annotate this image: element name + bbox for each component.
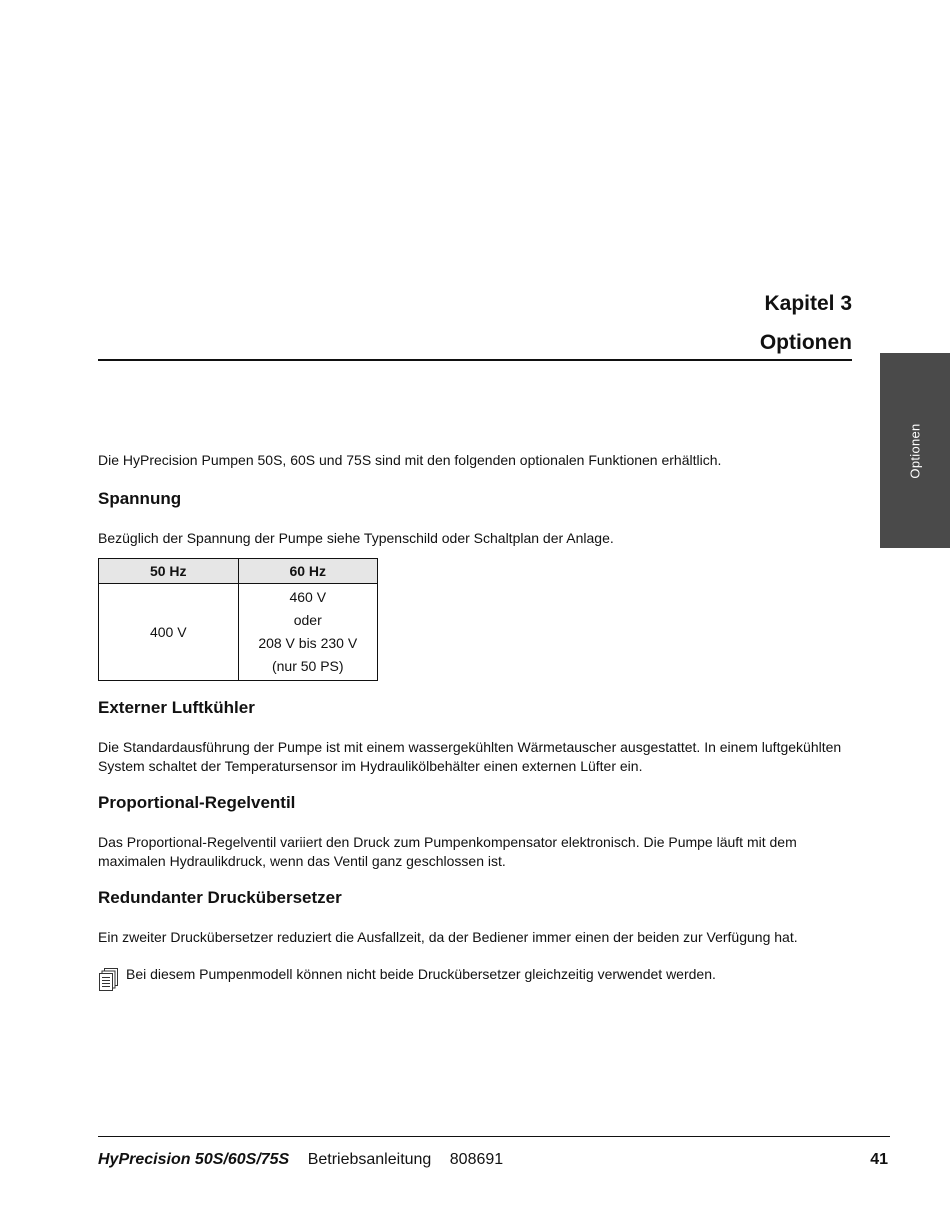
- luftkuehler-paragraph: Die Standardausführung der Pumpe ist mit einem wassergekühlten Wärmetauscher ausgestattet. In einem luftgekühlten System schaltet der Temperatursensor im Hydraulikölbehälter einen externen Lüfter ein.: [98, 739, 842, 774]
- chapter-title: Optionen: [759, 331, 852, 354]
- footer-divider: [98, 1136, 890, 1137]
- table-row: [99, 584, 378, 681]
- voltage-table: [98, 558, 378, 681]
- section-heading-luftkuehler: Externer Luftkühler: [98, 698, 255, 717]
- regelventil-paragraph: Das Proportional-Regelventil variiert den Druck zum Pumpenkompensator elektronisch. Die Pumpe läuft mit dem maximalen Hydraulikdruck, wenn das Ventil ganz geschlossen ist.: [98, 834, 797, 869]
- cell-line: 460 V: [289, 589, 327, 605]
- footer-document-type: Betriebsanleitung: [307, 1151, 432, 1168]
- note-icon: [98, 967, 120, 993]
- cell-line: oder: [293, 612, 322, 628]
- footer-document-number: 808691: [449, 1151, 504, 1168]
- cell-line: (nur 50 PS): [271, 658, 344, 674]
- cell-line: 208 V bis 230 V: [258, 635, 358, 651]
- side-tab[interactable]: [880, 353, 950, 548]
- table-header-60hz: 60 Hz: [238, 559, 378, 584]
- note: [98, 965, 850, 984]
- chapter-number: Kapitel 3: [764, 292, 852, 315]
- table-header-50hz: 50 Hz: [99, 559, 239, 584]
- section-heading-regelventil: Proportional-Regelventil: [98, 793, 296, 812]
- note-text: Bei diesem Pumpenmodell können nicht beide Druckübersetzer gleichzeitig verwendet werden.: [126, 966, 716, 982]
- section-heading-spannung: Spannung: [98, 489, 182, 508]
- page-number: 41: [870, 1151, 888, 1168]
- chapter-divider: [98, 359, 852, 361]
- table-cell-60hz: [238, 584, 378, 681]
- footer: [98, 1150, 890, 1170]
- section-heading-druckuebersetzer: Redundanter Druckübersetzer: [98, 888, 342, 907]
- table-header-row: [99, 559, 378, 584]
- druckuebersetzer-paragraph: Ein zweiter Druckübersetzer reduziert die Ausfallzeit, da der Bediener immer einen der beiden zur Verfügung hat.: [98, 929, 798, 945]
- footer-product-name: HyPrecision 50S/60S/75S: [98, 1151, 290, 1168]
- table-cell-50hz: 400 V: [99, 584, 239, 681]
- main-content: [98, 451, 850, 984]
- side-tab-label: Optionen: [907, 422, 923, 479]
- intro-paragraph: Die HyPrecision Pumpen 50S, 60S und 75S sind mit den folgenden optionalen Funktionen erhältlich.: [98, 452, 722, 468]
- spannung-paragraph: Bezüglich der Spannung der Pumpe siehe Typenschild oder Schaltplan der Anlage.: [98, 530, 614, 546]
